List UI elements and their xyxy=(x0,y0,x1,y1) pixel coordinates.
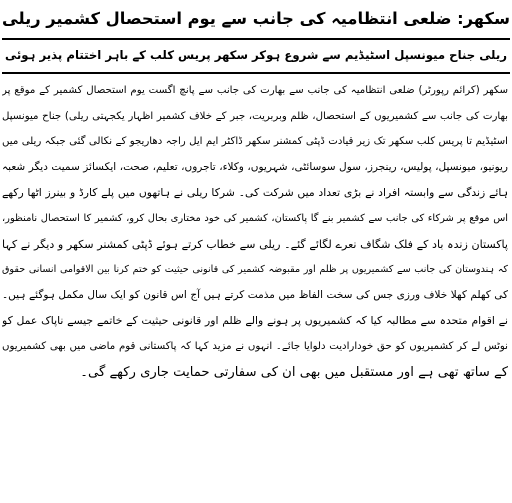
body-line: اسٹیڈیم تا پریس کلب سکھر تک زیر قیادت ڈپٹی کمشنر سکھر ڈاکٹر ایم ایل راجہ دھاریجو کے نکالی گئی جبکہ ریلی میں xyxy=(2,136,508,148)
body-line: سکھر (کرائم رپورٹر) ضلعی انتظامیہ کی جانب سے بھارت کی جانب سے پانچ اگست یوم استحصال کشمیر کے موقع پر xyxy=(2,85,508,96)
body-line: پاکستان زندہ باد کے فلک شگاف نعرے لگائے گئے۔ ریلی سے خطاب کرتے ہوئے ڈپٹی کمشنر سکھر و دیگر نے کہا xyxy=(2,237,508,251)
body-line: ریونیو، میونسپل، پولیس، رینجرز، سول سوسائٹی، شہریوں، وکلاء، تاجروں، تعلیم، صحت، ایکسائز سمیت دیگر شعبہ xyxy=(2,160,508,173)
article-body xyxy=(2,78,508,497)
body-line: نوٹس لے کر کشمیریوں کو حق خودارادیت دلوایا جائے۔ انہوں نے مزید کہا کہ پاکستانی قوم ماضی میں بھی کشمیریوں xyxy=(2,340,508,352)
body-line: اس موقع پر شرکاء کی جانب سے کشمیر بنے گا پاکستان، کشمیر کی خود مختاری بحال کرو، کشمیر کا استحصال نامنظور، xyxy=(2,212,508,224)
body-line: کہ ہندوستان کی جانب سے کشمیریوں پر ظلم اور مقبوضہ کشمیر کی قانونی حیثیت کو ختم کرنا بین الاقوامی انسانی حقوق xyxy=(2,264,508,276)
body-line: ہائے زندگی سے وابستہ افراد نے بڑی تعداد میں شرکت کی۔ شرکا ریلی نے ہاتھوں میں پلے کارڈ و بینرز اٹھا رکھے xyxy=(2,186,508,200)
subheadline-rule-bottom xyxy=(2,72,510,74)
body-line: نے اقوام متحدہ سے مطالبہ کیا کہ کشمیریوں پر ہونے والے ظلم اور قانونی حیثیت کے خاتمے جیسے ناپاک عمل کو xyxy=(2,314,508,328)
body-line: بھارت کی جانب سے کشمیریوں کے استحصال، ظلم وبربریت، جبر کے خلاف کشمیر اظہار یکجہتی ریلی) جناح میونسپل xyxy=(2,110,508,122)
body-line-last: کے ساتھ تھی ہے اور مستقبل میں بھی ان کی سفارتی حمایت جاری رکھے گی۔ xyxy=(80,364,508,380)
headline: سکھر: ضلعی انتظامیہ کی جانب سے یوم استحصال کشمیر ریلی xyxy=(1,9,511,28)
body-line: کی کھلم کھلا خلاف ورزی جس کی سخت الفاظ میں مذمت کرتے ہیں آج اس قانون کو ایک سال مکمل ہوگئے ہیں۔ xyxy=(2,288,508,301)
subheadline: ریلی جناح میونسپل اسٹیڈیم سے شروع ہوکر سکھر پریس کلب کے باہر اختتام پذیر ہوئی xyxy=(5,48,507,62)
